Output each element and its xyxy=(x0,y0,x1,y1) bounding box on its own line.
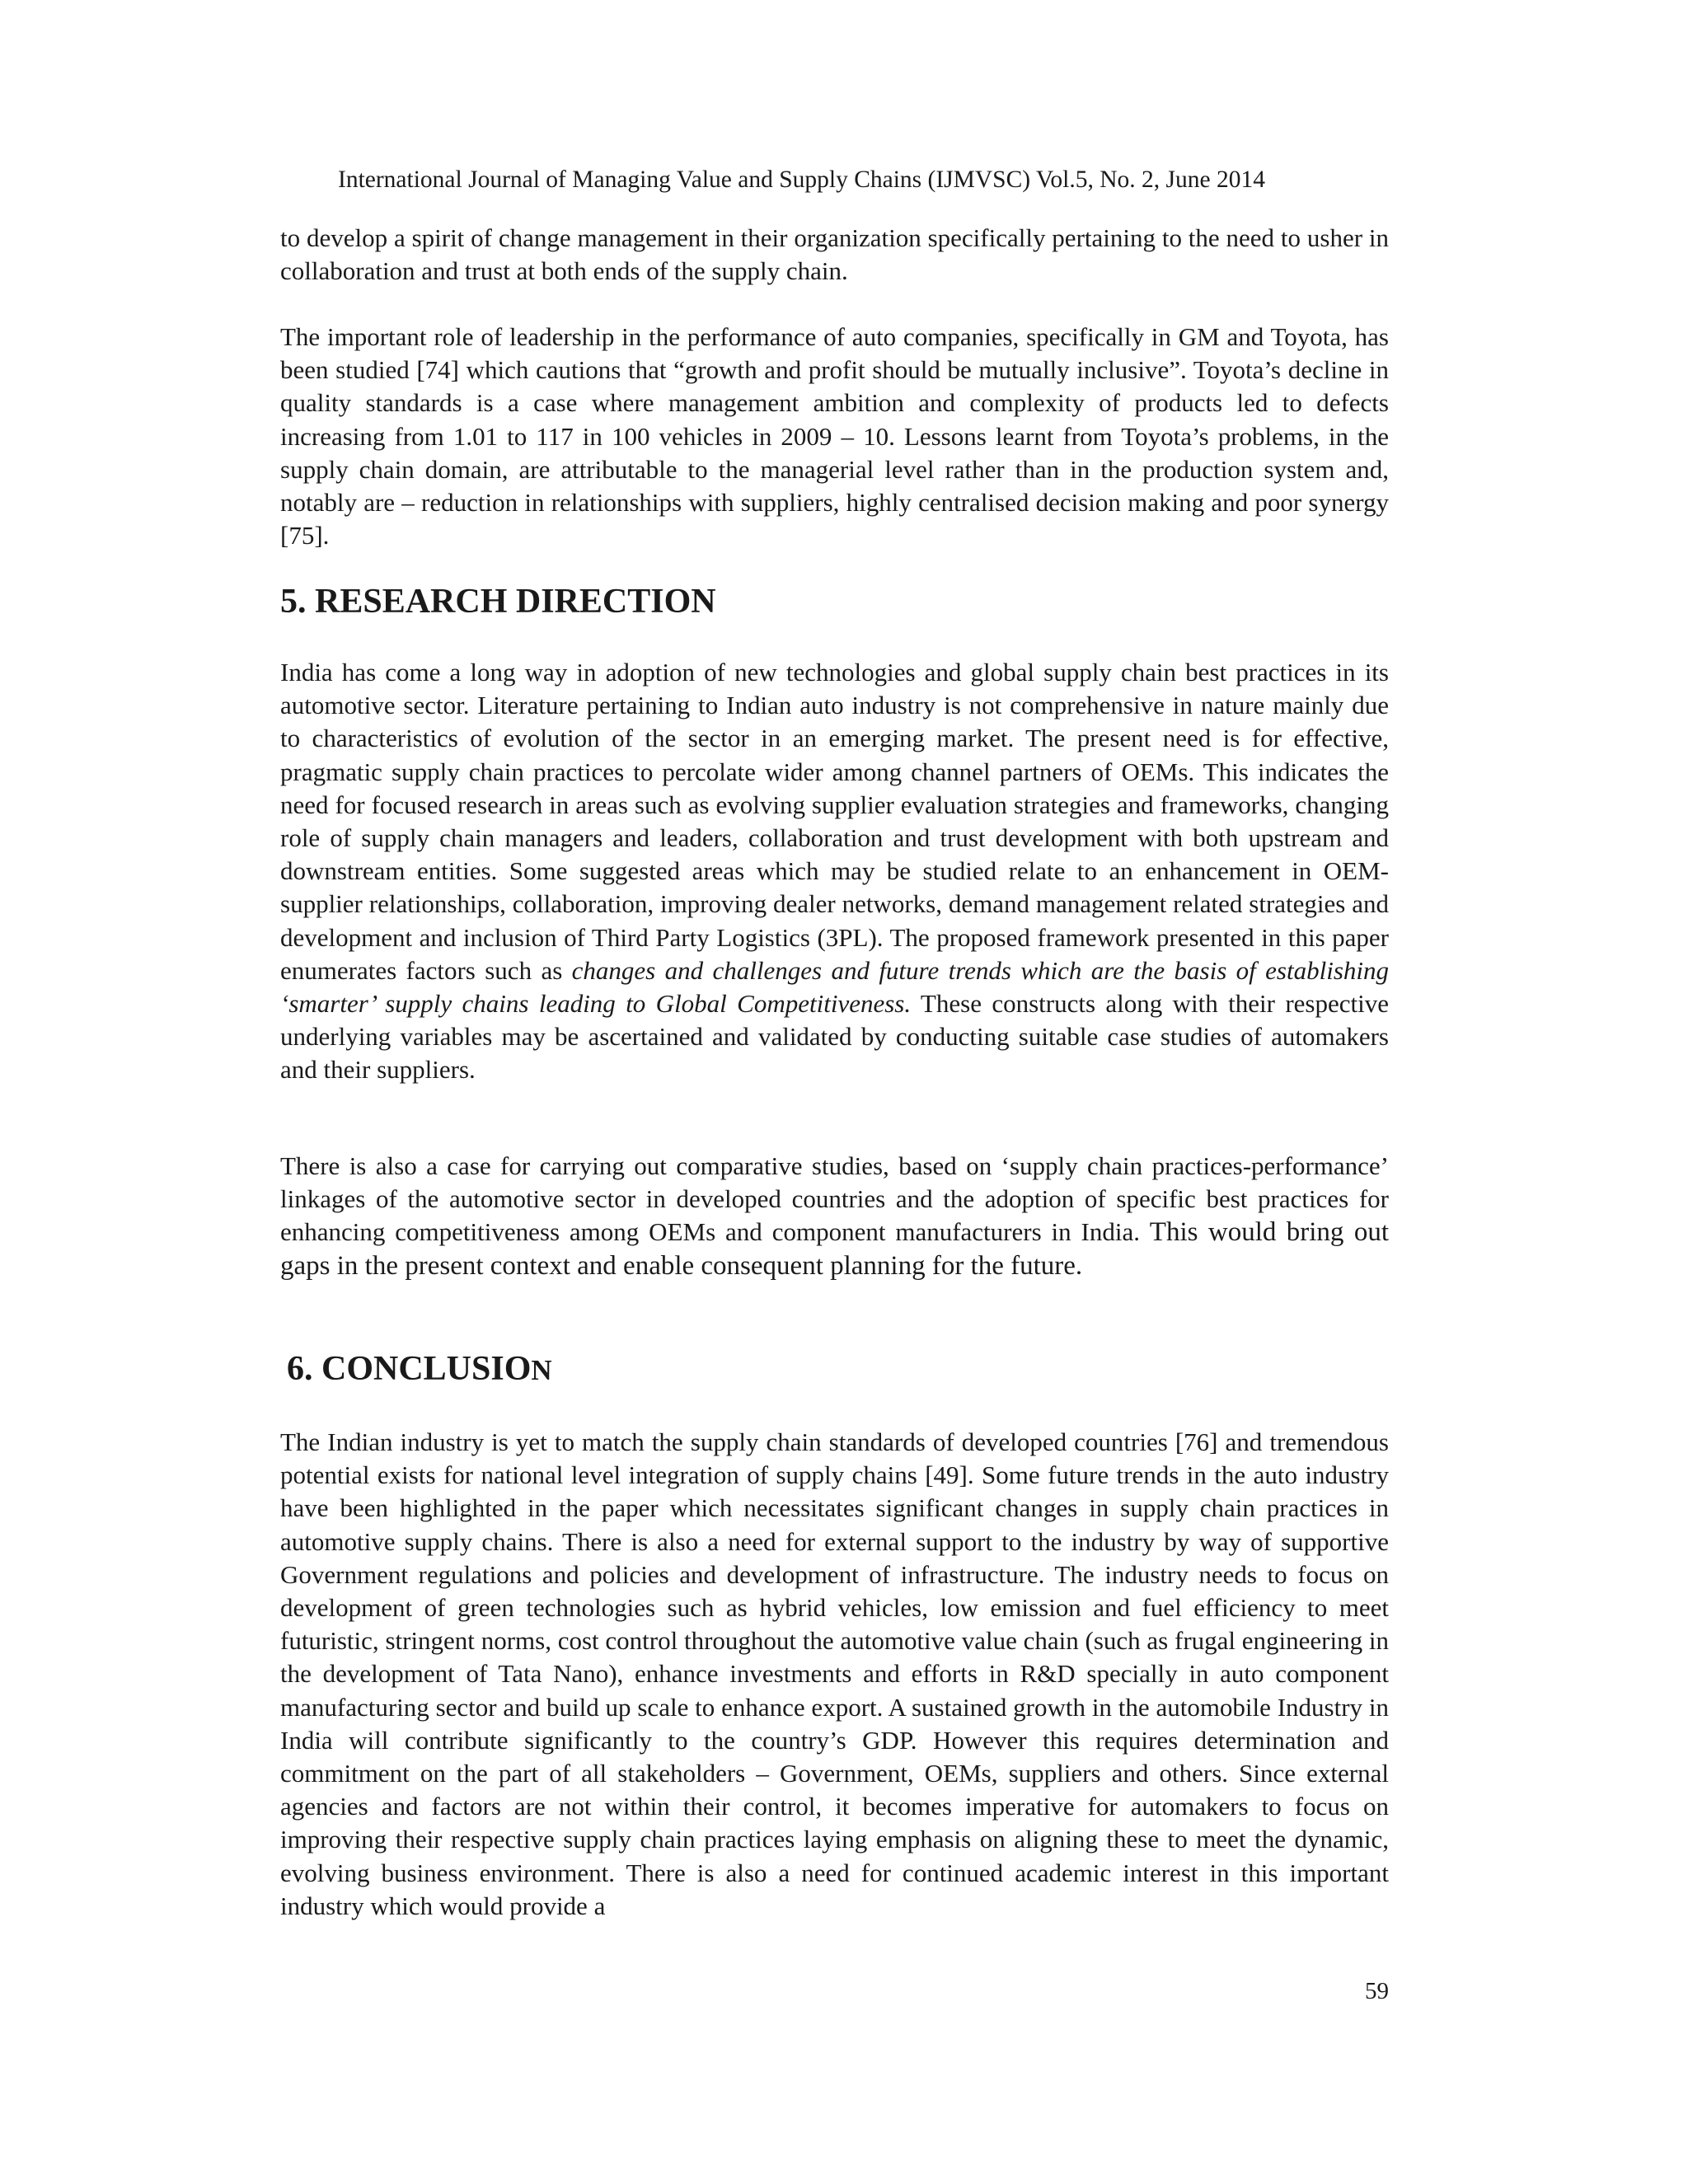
comparative-text-tail: This would bring out gaps in the present context and enable consequent planning for the future. xyxy=(280,1217,1389,1281)
paper-page xyxy=(280,0,1389,2184)
paragraph-leadership: The important role of leadership in the performance of auto companies, specifically in GM and Toyota, has been studied [74] which cautions that “growth and profit should be mutually inclusive”. Toyota’s decline in quality standards is a case where management ambition and complexity of products led to defects increasing from 1.01 to 117 in 100 vehicles in 2009 – 10. Lessons learnt from Toyota’s problems, in the supply chain domain, are attributable to the managerial level rather than in the production system and, notably are – reduction in relationships with suppliers, highly centralised decision making and poor synergy [75]. xyxy=(280,322,1389,551)
paragraph-comparative-studies xyxy=(280,1150,1389,1282)
paragraph-research-direction xyxy=(280,656,1389,1087)
research-text-start: India has come a long way in adoption of new technologies and global supply chain best practices in its automotive sector. Literature pertaining to Indian auto industry is not comprehensive in nature mainly due to characteristics of evolution of the sector in an emerging market. The present need is for effective, pragmatic supply chain practices to percolate wider among channel partners of OEMs. This indicates the need for focused research in areas such as evolving supplier evaluation strategies and frameworks, changing role of supply chain managers and leaders, collaboration and trust development with both upstream and downstream entities. Some suggested areas which may be studied relate to an enhancement in OEM-supplier relationships, collaboration, improving dealer networks, demand management related strategies and development and inclusion of Third Party Logistics (3PL). The proposed framework presented in this paper enumerates factors such as xyxy=(280,658,1389,985)
section-heading-conclusion xyxy=(287,1347,552,1392)
comparative-text-main: There is also a case for carrying out comparative studies, based on ‘supply chain practices-performance’ linkages of the automotive sector in developed countries and the adoption of specific best practices for enhancing competitiveness among OEMs and component manufacturers in India. xyxy=(280,1151,1389,1247)
section-heading-research-direction: 5. RESEARCH DIRECTION xyxy=(280,583,716,621)
running-header: International Journal of Managing Value and Supply Chains (IJMVSC) Vol.5, No. 2, June 2014 xyxy=(338,166,1266,193)
paragraph-change-management: to develop a spirit of change management in their organization specifically pertaining to the need to usher in collaboration and trust at both ends of the supply chain. xyxy=(280,223,1389,286)
research-text-end: These constructs along with their respective underlying variables may be ascertained and validated by conducting suitable case studies of automakers and their suppliers. xyxy=(280,989,1389,1085)
paragraph-conclusion: The Indian industry is yet to match the supply chain standards of developed countries [76] and tremendous potential exists for national level integration of supply chains [49]. Some future trends in the auto industry have been highlighted in the paper which necessitates significant changes in supply chain practices in automotive supply chains. There is also a need for external support to the industry by way of supportive Government regulations and policies and development of infrastructure. The industry needs to focus on development of green technologies such as hybrid vehicles, low emission and fuel efficiency to meet futuristic, stringent norms, cost control throughout the automotive value chain (such as frugal engineering in the development of Tata Nano), enhance investments and efforts in R&D specially in auto component manufacturing sector and build up scale to enhance export. A sustained growth in the automobile Industry in India will contribute significantly to the country’s GDP. However this requires determination and commitment on the part of all stakeholders – Government, OEMs, suppliers and others. Since external agencies and factors are not within their control, it becomes imperative for automakers to focus on improving their respective supply chain practices laying emphasis on aligning these to meet the dynamic, evolving business environment. There is also a need for continued academic interest in this important industry which would provide a xyxy=(280,1427,1389,1920)
page-number: 59 xyxy=(1365,1978,1389,2004)
research-text-italic: changes and challenges and future trends which are the basis of establishing ‘smarter’ supply chains leading to Global Competitiveness. xyxy=(280,955,1389,1019)
conclusion-heading-main: 6. CONCLUSIO xyxy=(287,1350,532,1388)
conclusion-heading-last-letter: N xyxy=(531,1354,552,1386)
